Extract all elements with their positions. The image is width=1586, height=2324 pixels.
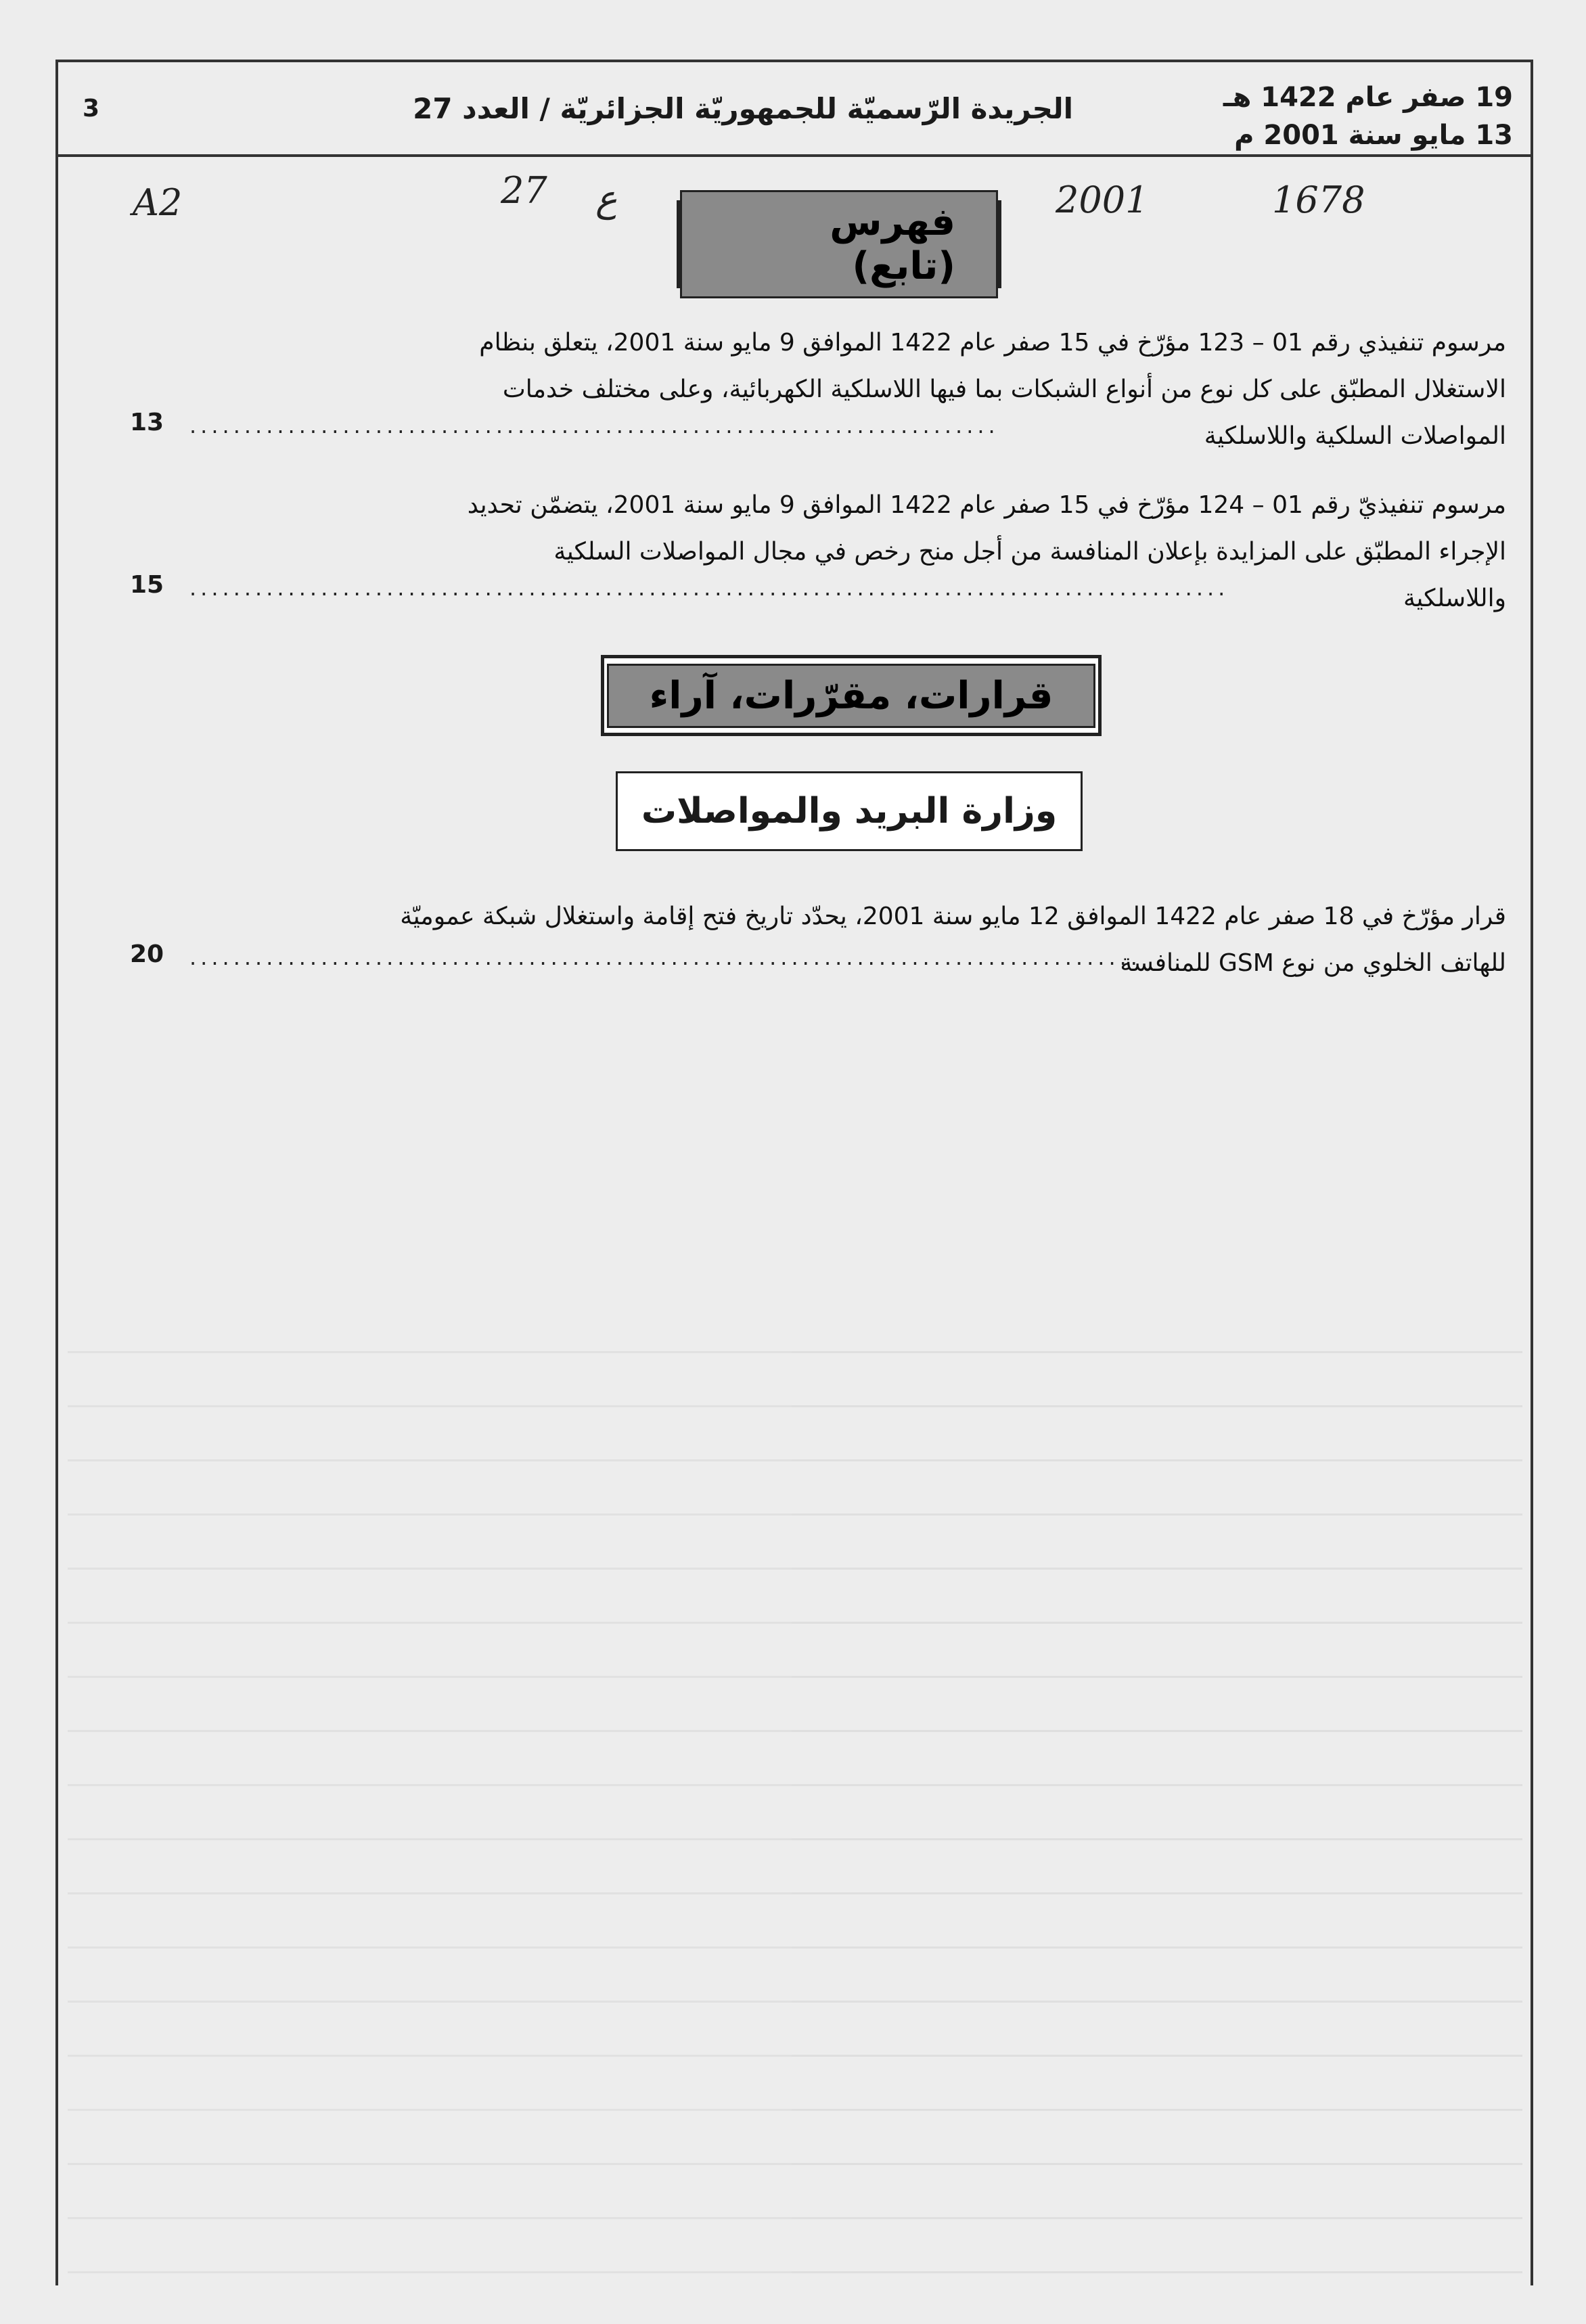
leader-dots: ....................................................................................... <box>189 944 1141 970</box>
entry-line: مرسوم تنفيذي رقم 01 – 123 مؤرّخ في 15 صفر عام 1422 الموافق 9 مايو سنة 2001، يتعلق بنظام <box>479 329 1506 357</box>
entry-page-ref: 13 <box>130 409 164 436</box>
date-gregorian: 13 مايو سنة 2001 م <box>1234 120 1513 151</box>
leader-dots: ............................................................................................... <box>189 575 1229 601</box>
handwritten-note: 27 <box>501 169 547 212</box>
entry-line: المواصلات السلكية واللاسلكية <box>1204 422 1506 450</box>
handwritten-note: 2001 <box>1056 179 1149 221</box>
handwritten-note: A2 <box>133 181 183 224</box>
page-number: 3 <box>83 95 100 122</box>
ministry-heading-box <box>616 771 1083 851</box>
journal-title: الجريدة الرّسميّة للجمهوريّة الجزائريّة / العدد 27 <box>413 92 1073 125</box>
entry-line: الاستغلال المطبّق على كل نوع من أنواع الشبكات بما فيها اللاسلكية الكهربائية، وعلى مختلف خدمات <box>502 375 1506 403</box>
ministry-entry <box>85 893 1506 986</box>
index-heading-box <box>677 200 1001 288</box>
decisions-heading: قرارات، مقرّرات، آراء <box>607 664 1096 728</box>
entry-page-ref: 15 <box>130 571 164 599</box>
ministry-heading: وزارة البريد والمواصلات <box>641 791 1058 831</box>
entry-page-ref: 20 <box>130 940 164 968</box>
index-heading: فهرس (تابع) <box>680 190 998 298</box>
leader-dots: .......................................................................... <box>189 413 999 438</box>
entry-line: مرسوم تنفيذيّ رقم 01 – 124 مؤرّخ في 15 صفر عام 1422 الموافق 9 مايو سنة 2001، يتضمّن تحديد <box>467 491 1506 519</box>
entry-line: للهاتف الخلوي من نوع GSM للمنافسة <box>1120 949 1506 977</box>
date-hijri: 19 صفر عام 1422 هـ <box>1223 82 1513 113</box>
page-header <box>55 76 1533 152</box>
handwritten-note: 1678 <box>1272 179 1365 221</box>
entry-line: قرار مؤرّخ في 18 صفر عام 1422 الموافق 12 مايو سنة 2001، يحدّد تاريخ فتح إقامة واستغلال شبكة عموميّة <box>400 903 1506 930</box>
entry-line: واللاسلكية <box>1403 585 1506 612</box>
header-rule <box>55 154 1533 157</box>
handwritten-note: ع <box>595 177 618 220</box>
date-block <box>1223 78 1513 154</box>
decisions-heading-box <box>601 655 1102 736</box>
entry-line: الإجراء المطبّق على المزايدة بإعلان المنافسة من أجل منح رخص في مجال المواصلات السلكية <box>553 538 1506 566</box>
